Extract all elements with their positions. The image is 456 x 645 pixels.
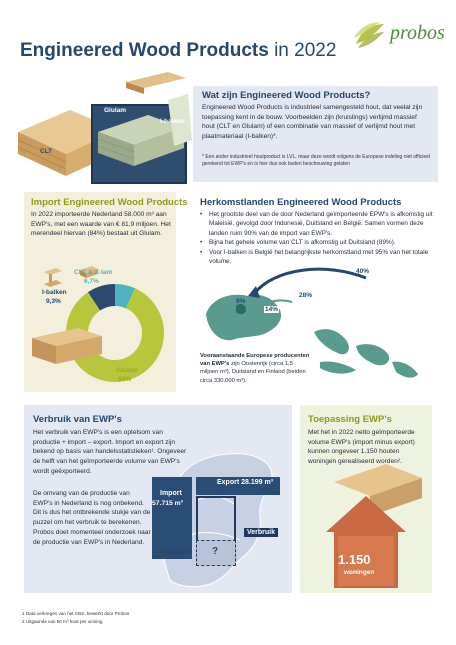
intro-note: * Een ander industrieel houtproduct is LVL, maar deze wordt volgens de Europese indeling niet officieel gerekend tot EWP's en is hier dus ook buiten beschouwing gelaten: [202, 154, 431, 167]
origin-bullet-list: [200, 210, 434, 266]
label-glulam: Glulam: [104, 107, 127, 114]
map-pct-40: 40%: [356, 268, 370, 275]
map-pct-14: 14%: [265, 306, 279, 313]
origin-bullet: • Voor I-balken is België het belangrijkste herkomstland met 95% van het totale volume.: [200, 248, 434, 267]
import-text: In 2022 importeerde Nederland 58.000 m³ aan EWP's, met een waarde van € 81,9 miljoen. Het merendeel hiervan (84%) bestaat uit Glulam.: [31, 211, 171, 238]
application-text: Met het in 2022 netto geïmporteerde volume EWP's (import minus export) kunnen ongeveer 1.150 houten woningen gerealiseerd worden².: [308, 429, 415, 466]
title-main: Engineered Wood Products: [20, 40, 269, 61]
usage-text-1: Het verbruik van EWP's is een optelsom van productie + import – export. Import en export zijn bekend op basis van handelsstatistieken¹. Ongeveer de helft van het geïmporteerde volume van EWP's wordt geëxporteerd.: [33, 429, 187, 475]
export-label: Export 28.199 m³: [217, 479, 274, 486]
logo-text: probos: [390, 22, 445, 44]
donut-label-glulam-pct: 84%: [118, 376, 132, 383]
verbruik-label: Verbruik: [244, 528, 278, 537]
donut-label-ibalken-pct: 9,3%: [46, 298, 61, 305]
import-value: 57.715 m³: [152, 500, 183, 507]
usage-title: Verbruik van EWP's: [33, 414, 122, 425]
donut-label-clt-name: CLT & X-lam: [74, 269, 113, 276]
logo-leaf-icon: [352, 18, 386, 52]
donut-label-clt-pct: 6,7%: [84, 278, 99, 285]
usage-text-2: De omvang van de productie van EWP's in Nederland is nog onbekend. Dit is dus het ontbrekende stukje van de puzzel om het verbruik te berekenen. Probos doet momenteel onderzoek naar de productie van EWP's in Nederland.: [33, 490, 151, 546]
ibeam-small-illustration: [42, 266, 64, 288]
wood-products-illustration: [18, 70, 198, 185]
import-title: Import Engineered Wood Products: [31, 197, 188, 208]
intro-title: Wat zijn Engineered Wood Products?: [202, 90, 371, 101]
application-title: Toepassing EWP's: [308, 414, 392, 425]
donut-slice-clt-x-lam: [115, 295, 131, 298]
producers-rest: zijn Oostenrijk (circa 1,5 miljoen m³), Duitsland en Finland (beiden circa 330.000 m³).: [200, 361, 306, 384]
title-year: in 2022: [274, 40, 337, 61]
productie-question: ?: [212, 546, 219, 557]
origin-bullet: • Het grootste deel van de door Nederland geïmporteerde EPW's is afkomstig uit Maleisië, gevolgd door Indonesië, Duitsland en België. Samen vormen deze landen ruim 90% van de import van EWP's.: [200, 210, 434, 238]
label-ibalken: I-balken: [160, 118, 185, 125]
house-number: 1.150: [338, 552, 371, 567]
page-title: [20, 40, 336, 62]
house-label: woningen: [344, 569, 375, 576]
donut-label-glulam-name: Glulam: [116, 367, 139, 374]
label-clt: CLT: [40, 148, 53, 155]
import-label: Import: [160, 490, 182, 497]
origin-bullet: • Bijna het gehele volume van CLT is afkomstig uit Duitsland (89%).: [200, 238, 434, 247]
map-pct-28: 28%: [299, 292, 313, 299]
footnote-1: 1 Data verkregen van het CBS, bewerkt door Probos: [22, 611, 130, 616]
footnote-2: 2 Uitgaande van 50 m³ hout per woning: [22, 619, 103, 624]
producers-bold: Vooraanstaande Europese producenten van EWP's: [200, 353, 310, 368]
map-pct-9: 9%: [236, 298, 246, 305]
origin-title: Herkomstlanden Engineered Wood Products: [200, 197, 402, 208]
donut-slice-i-balken: [94, 295, 115, 301]
productie-label: Productie: [160, 548, 193, 555]
donut-label-ibalken-name: I-balken: [42, 289, 67, 296]
producers-text: [200, 352, 312, 385]
wood-stack-illustration: [28, 320, 106, 368]
intro-text: Engineered Wood Products is industrieel samengesteld hout, dat veelal zijn toepassing kent in de bouw. Voorbeelden zijn (kruislings) verlijmd massief hout (CLT en Glulam) of een combinatie van massief of verlijmd hout met plaatmateriaal (I-balken)*.: [202, 104, 423, 141]
